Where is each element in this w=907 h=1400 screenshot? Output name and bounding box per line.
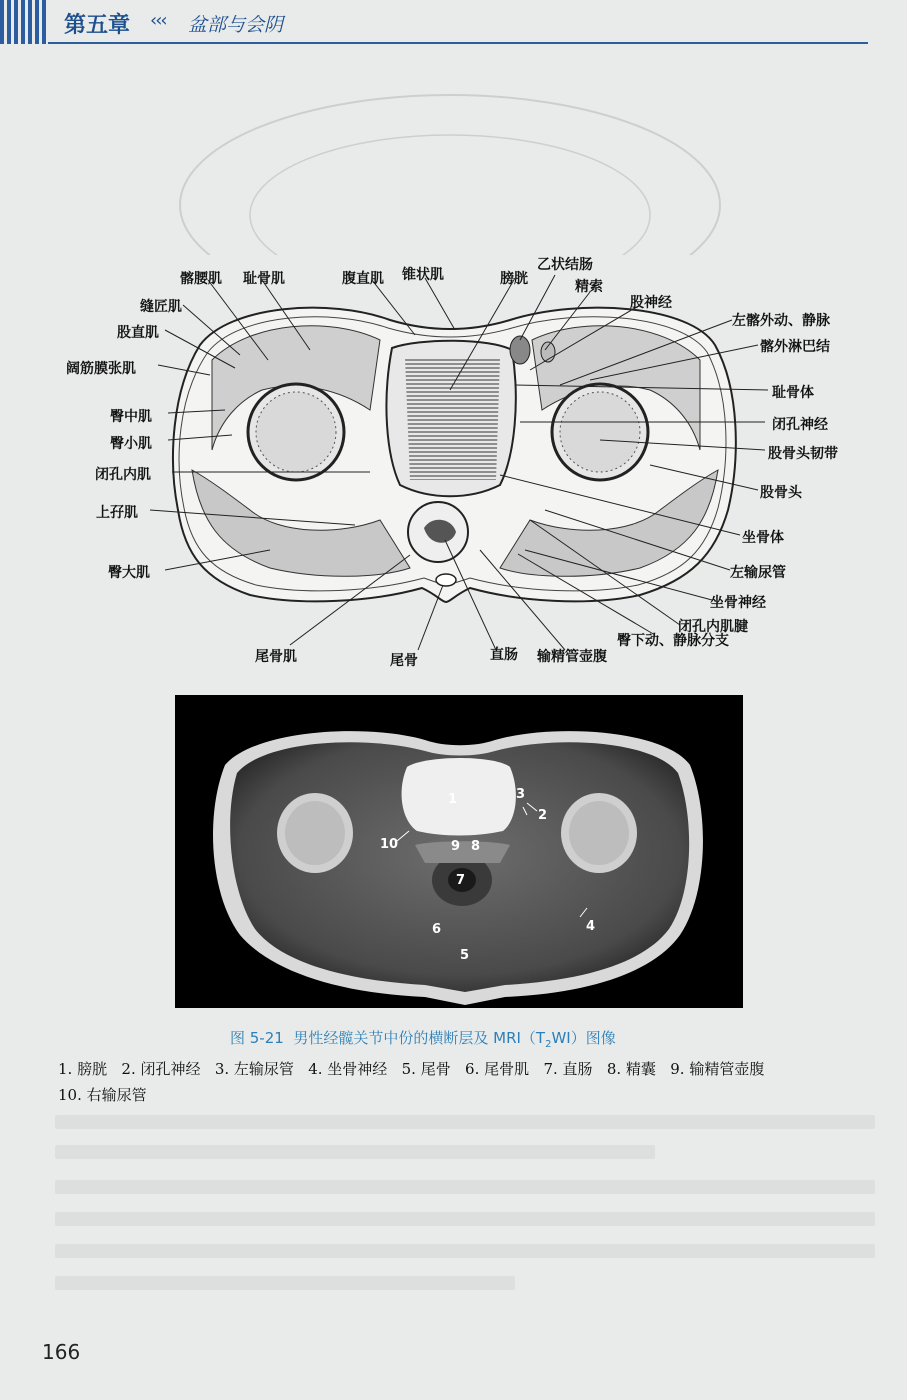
mri-number-3: 3 xyxy=(516,787,526,802)
mri-number-2: 2 xyxy=(538,808,548,823)
bleed-through-line xyxy=(55,1244,875,1258)
bleed-through-area xyxy=(150,85,750,255)
header-stripe-block xyxy=(0,0,48,44)
mri-number-10: 10 xyxy=(380,837,399,852)
label-sciatic-nerve: 坐骨神经 xyxy=(710,595,766,611)
figure-number: 图 5-21 xyxy=(230,1029,284,1047)
label-ligament-femoral-head: 股骨头韧带 xyxy=(768,446,838,462)
label-sigmoid-colon: 乙状结肠 xyxy=(537,257,593,273)
label-superior-gemellus: 上孖肌 xyxy=(96,505,138,521)
label-coccygeus: 尾骨肌 xyxy=(255,649,297,665)
legend-item: 7. 直肠 xyxy=(543,1060,593,1078)
mri-number-4: 4 xyxy=(586,919,596,934)
cross-section-illustration xyxy=(0,250,907,680)
bleed-through-line xyxy=(55,1115,875,1129)
legend-item: 8. 精囊 xyxy=(606,1060,656,1078)
mri-image xyxy=(175,695,743,1008)
figure-caption-suffix: WI）图像 xyxy=(551,1029,616,1047)
label-bladder: 膀胱 xyxy=(500,271,528,287)
legend-item: 1. 膀胱 xyxy=(58,1060,108,1078)
legend-item: 10. 右输尿管 xyxy=(58,1086,147,1104)
label-inferior-gluteal-branches: 臀下动、静脉分支 xyxy=(617,633,729,649)
label-femoral-nerve: 股神经 xyxy=(630,295,672,311)
label-iliopsoas: 髂腰肌 xyxy=(180,271,222,287)
label-pyramidalis: 锥状肌 xyxy=(402,267,444,283)
figure-caption xyxy=(230,1027,616,1050)
label-obturator-nerve: 闭孔神经 xyxy=(772,417,828,433)
label-pectineus: 耻骨肌 xyxy=(243,271,285,287)
label-coccyx: 尾骨 xyxy=(390,653,418,669)
mri-number-6: 6 xyxy=(432,922,442,937)
legend-item: 9. 输精管壶腹 xyxy=(670,1060,765,1078)
mri-number-5: 5 xyxy=(460,948,470,963)
bleed-through-line xyxy=(55,1212,875,1226)
legend-item: 6. 尾骨肌 xyxy=(465,1060,530,1078)
label-rectum: 直肠 xyxy=(490,647,518,663)
mri-number-8: 8 xyxy=(471,839,481,854)
label-ischial-body: 坐骨体 xyxy=(742,530,784,546)
label-ampulla-vas-deferens: 输精管壶腹 xyxy=(537,649,607,665)
page-number: 166 xyxy=(42,1340,81,1364)
legend-item: 2. 闭孔神经 xyxy=(121,1060,201,1078)
chapter-label: 第五章 xyxy=(64,13,131,38)
bleed-through-line xyxy=(55,1276,515,1290)
label-sartorius: 缝匠肌 xyxy=(140,299,182,315)
label-obturator-internus-tendon: 闭孔内肌腱 xyxy=(678,619,748,635)
label-external-iliac-nodes: 髂外淋巴结 xyxy=(760,339,830,355)
label-rectus-femoris: 股直肌 xyxy=(117,325,159,341)
label-spermatic-cord: 精索 xyxy=(575,279,603,295)
label-left-external-iliac: 左髂外动、静脉 xyxy=(732,313,830,329)
figure-legend xyxy=(58,1056,864,1108)
label-gluteus-medius: 臀中肌 xyxy=(110,409,152,425)
label-femoral-head: 股骨头 xyxy=(760,485,802,501)
figure-caption-text: 男性经髋关节中份的横断层及 MRI（T xyxy=(293,1029,546,1047)
mri-number-1: 1 xyxy=(448,792,458,807)
chevron-left-icon: ‹‹‹ xyxy=(150,10,166,31)
mri-number-9: 9 xyxy=(451,839,461,854)
label-gluteus-maximus: 臀大肌 xyxy=(108,565,150,581)
legend-item: 4. 坐骨神经 xyxy=(308,1060,388,1078)
label-obturator-internus: 闭孔内肌 xyxy=(95,467,151,483)
label-tensor-fasciae-latae: 阔筋膜张肌 xyxy=(66,361,136,377)
mri-number-7: 7 xyxy=(456,873,466,888)
legend-item: 3. 左输尿管 xyxy=(214,1060,294,1078)
legend-item: 5. 尾骨 xyxy=(401,1060,451,1078)
label-rectus-abdominis: 腹直肌 xyxy=(342,271,384,287)
page-header xyxy=(0,0,907,50)
label-left-ureter: 左输尿管 xyxy=(730,565,786,581)
figure-caption-subscript: 2 xyxy=(545,1039,552,1050)
label-gluteus-minimus: 臀小肌 xyxy=(110,436,152,452)
section-title: 盆部与会阴 xyxy=(188,14,284,36)
label-pubic-body: 耻骨体 xyxy=(772,385,814,401)
bleed-through-line xyxy=(55,1180,875,1194)
bleed-through-figure xyxy=(150,85,750,255)
bleed-through-line xyxy=(55,1145,655,1159)
header-divider xyxy=(48,42,868,44)
